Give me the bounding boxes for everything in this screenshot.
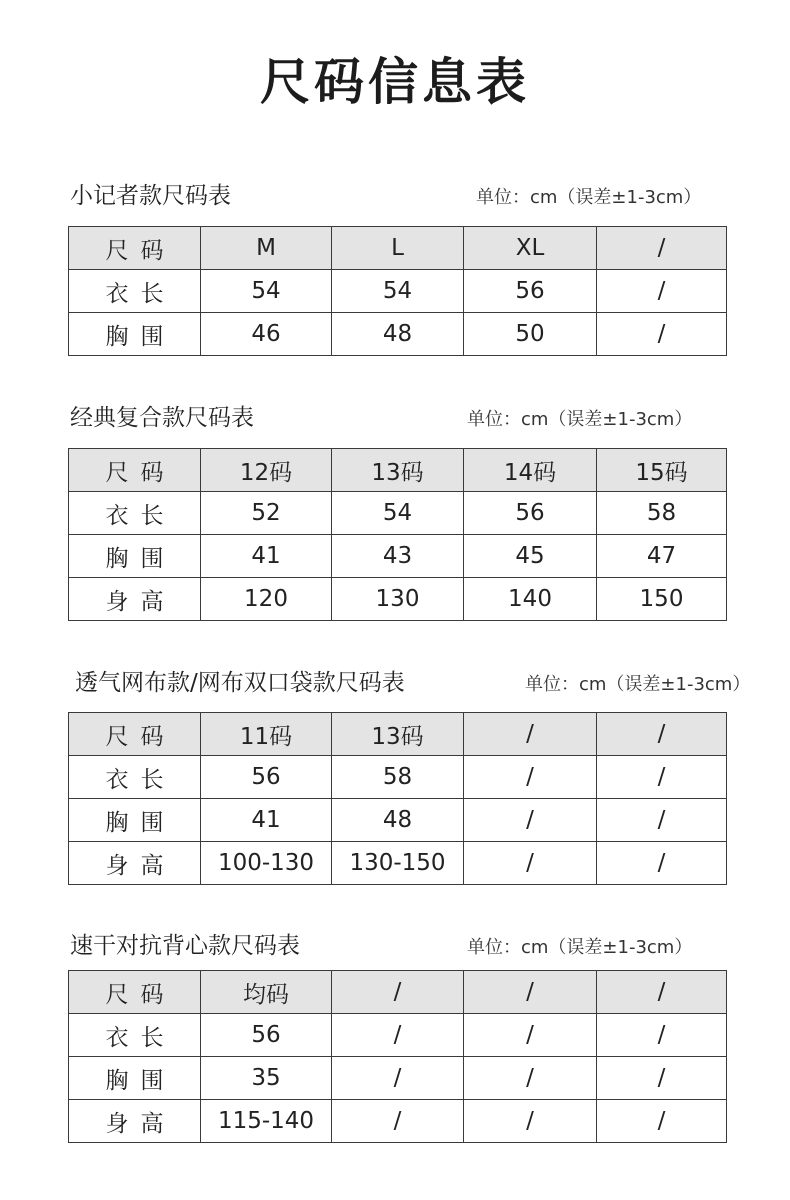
table-header-row [69,227,727,270]
table-cell: 56 [464,492,597,535]
size-table-quick-dry [68,970,727,1143]
table-cell: 58 [597,492,727,535]
table-cell: 150 [597,578,727,621]
unit-note: 单位：cm（误差±1-3cm） [476,187,702,208]
table-cell: / [464,756,597,799]
table-cell: 15码 [597,449,727,492]
table-cell: 50 [464,313,597,356]
table-cell: 13码 [332,449,464,492]
table-cell: / [464,1100,597,1143]
unit-note: 单位：cm（误差±1-3cm） [467,409,693,430]
table-cell: 130 [332,578,464,621]
unit-note: 单位：cm（误差±1-3cm） [467,937,693,958]
table-cell: 47 [597,535,727,578]
table-cell: 45 [464,535,597,578]
table-cell: / [597,1100,727,1143]
table-cell: 48 [332,799,464,842]
table-cell: / [597,971,727,1014]
table-cell: / [597,756,727,799]
table-row [69,756,727,799]
unit-note: 单位：cm（误差±1-3cm） [525,674,751,695]
table-cell: 13码 [332,713,464,756]
table-cell: 11码 [201,713,332,756]
table-cell: 胸围 [69,1057,201,1100]
table-row [69,1100,727,1143]
table-cell: 41 [201,799,332,842]
table-cell: 身高 [69,578,201,621]
table-cell: 胸围 [69,799,201,842]
table-row [69,313,727,356]
table-cell: / [597,313,727,356]
table-cell: / [332,1014,464,1057]
table-cell: 46 [201,313,332,356]
table-cell: / [464,842,597,885]
table-cell: / [464,799,597,842]
table-cell: / [464,1057,597,1100]
table-cell: / [332,1057,464,1100]
section-title-quick-dry: 速干对抗背心款尺码表 [70,933,300,959]
table-row [69,799,727,842]
table-cell: 14码 [464,449,597,492]
table-cell: 54 [201,270,332,313]
table-cell: M [201,227,332,270]
table-cell: 35 [201,1057,332,1100]
table-cell: 衣长 [69,492,201,535]
table-row [69,270,727,313]
table-cell: 胸围 [69,313,201,356]
table-cell: 41 [201,535,332,578]
table-cell: / [464,971,597,1014]
table-cell: 12码 [201,449,332,492]
table-cell: / [597,713,727,756]
table-cell: / [597,227,727,270]
table-cell: 130-150 [332,842,464,885]
table-header-row [69,971,727,1014]
table-cell: 100-130 [201,842,332,885]
table-cell: 120 [201,578,332,621]
table-header-row [69,449,727,492]
section-title-kid-reporter: 小记者款尺码表 [70,183,231,209]
table-cell: / [597,1057,727,1100]
table-row [69,1014,727,1057]
table-cell: 56 [464,270,597,313]
size-table-mesh [68,712,727,885]
table-cell: 胸围 [69,535,201,578]
table-cell: / [597,842,727,885]
page-title: 尺码信息表 [260,53,530,111]
table-cell: 54 [332,270,464,313]
table-cell: 52 [201,492,332,535]
table-cell: 衣长 [69,270,201,313]
table-header-row [69,713,727,756]
table-cell: / [597,270,727,313]
table-row [69,492,727,535]
table-cell: 56 [201,756,332,799]
table-cell: / [464,713,597,756]
section-title-mesh: 透气网布款/网布双口袋款尺码表 [75,670,405,696]
table-cell: XL [464,227,597,270]
table-row [69,842,727,885]
size-table-kid-reporter [68,226,727,356]
table-cell: 54 [332,492,464,535]
table-cell: / [597,1014,727,1057]
table-cell: 115-140 [201,1100,332,1143]
table-cell: / [332,1100,464,1143]
table-cell: / [464,1014,597,1057]
table-cell: 均码 [201,971,332,1014]
table-cell: 尺码 [69,713,201,756]
size-table-classic [68,448,727,621]
table-cell: / [597,799,727,842]
section-title-classic: 经典复合款尺码表 [70,405,254,431]
table-cell: 尺码 [69,449,201,492]
table-row [69,578,727,621]
table-cell: / [332,971,464,1014]
table-cell: 衣长 [69,1014,201,1057]
table-cell: 尺码 [69,227,201,270]
table-cell: 身高 [69,1100,201,1143]
table-cell: 140 [464,578,597,621]
table-cell: 56 [201,1014,332,1057]
table-cell: L [332,227,464,270]
table-row [69,535,727,578]
table-cell: 尺码 [69,971,201,1014]
table-row [69,1057,727,1100]
table-cell: 48 [332,313,464,356]
table-cell: 身高 [69,842,201,885]
table-cell: 58 [332,756,464,799]
table-cell: 衣长 [69,756,201,799]
table-cell: 43 [332,535,464,578]
